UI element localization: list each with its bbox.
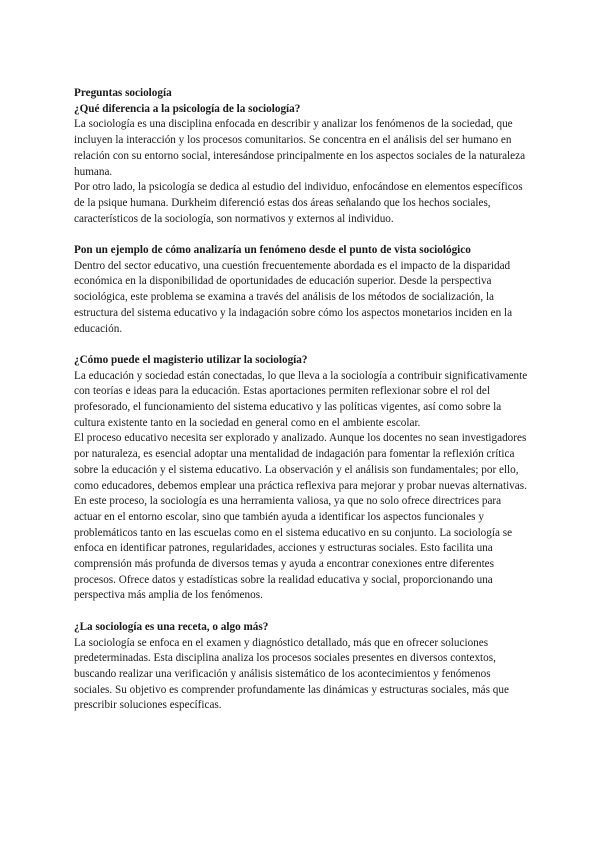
paragraph: El proceso educativo necesita ser explorado y analizado. Aunque los docentes no sean investigadores por naturaleza, es esencial adoptar una mentalidad de indagación para fomentar la reflexión crítica sobre la educación y el sistema educativo. La observación y el análisis son fundamentales; por ello, como educadores, debemos emplear una práctica reflexiva para mejorar y probar nuevas alternativas. En este proceso, la sociología es una herramienta valiosa, ya que no solo ofrece directrices para actuar en el entorno escolar, sino que también ayuda a identificar los aspectos funcionales y problemáticos tanto en las escuelas como en el sistema educativo en su conjunto. La sociología se enfoca en identificar patrones, regularidades, acciones y estructuras sociales. Esto facilita una comprensión más profunda de diversos temas y ayuda a encontrar conexiones entre diferentes procesos. Ofrece datos y estadísticas sobre la realidad educativa y social, proporcionando una perspectiva más amplia de los fenómenos. <box>74 432 527 602</box>
section-heading: Pon un ejemplo de cómo analizaría un fenómeno desde el punto de vista sociológico <box>74 244 471 257</box>
section-heading: ¿Cómo puede el magisterio utilizar la sociología? <box>74 353 308 366</box>
section-spacer <box>74 337 528 353</box>
section-spacer <box>74 604 528 620</box>
section-teaching-use <box>74 353 528 604</box>
section-psychology-vs-sociology <box>74 102 528 228</box>
paragraph: La sociología es una disciplina enfocada en describir y analizar los fenómenos de la sociedad, que incluyen la interacción y los procesos comunitarios. Se concentra en el análisis del ser humano en relación con su entorno social, interesándose principalmente en los aspectos sociales de la naturaleza humana. <box>74 118 526 178</box>
paragraph: La sociología se enfoca en el examen y diagnóstico detallado, más que en ofrecer soluciones predeterminadas. Esta disciplina analiza los procesos sociales presentes en diversos contextos, buscando realizar una verificación y análisis sistemático de los acontecimientos y fenómenos sociales. Su objetivo es comprender profundamente las dinámicas y estructuras sociales, más que prescribir soluciones específicas. <box>74 636 509 712</box>
section-heading: ¿La sociología es una receta, o algo más? <box>74 620 269 633</box>
paragraph: Por otro lado, la psicología se dedica al estudio del individuo, enfocándose en elementos específicos de la psique humana. Durkheim diferenció estas dos áreas señalando que los hechos sociales, característicos de la sociología, son normativos y externos al individuo. <box>74 181 523 225</box>
document-title: Preguntas sociología <box>74 87 172 99</box>
section-heading: ¿Qué diferencia a la psicología de la sociología? <box>74 102 301 115</box>
section-sociological-example <box>74 243 528 337</box>
paragraph: La educación y sociedad están conectadas, lo que lleva a la sociología a contribuir significativamente con teorías e ideas para la educación. Estas aportaciones permiten reflexionar sobre el rol del profesorado, el funcionamiento del sistema educativo y las políticas vigentes, así como sobre la cultura existente tanto en la sociedad en general como en el ambiente escolar. <box>74 369 528 429</box>
paragraph: Dentro del sector educativo, una cuestión frecuentemente abordada es el impacto de la disparidad económica en la disponibilidad de oportunidades de educación superior. Desde la perspectiva sociológica, este problema se examina a través del análisis de los métodos de socialización, la estructura del sistema educativo y la indagación sobre cómo los aspectos monetarios inciden en la educación. <box>74 259 513 335</box>
section-recipe-or-more <box>74 620 528 714</box>
document-page <box>74 86 528 714</box>
section-spacer <box>74 227 528 243</box>
